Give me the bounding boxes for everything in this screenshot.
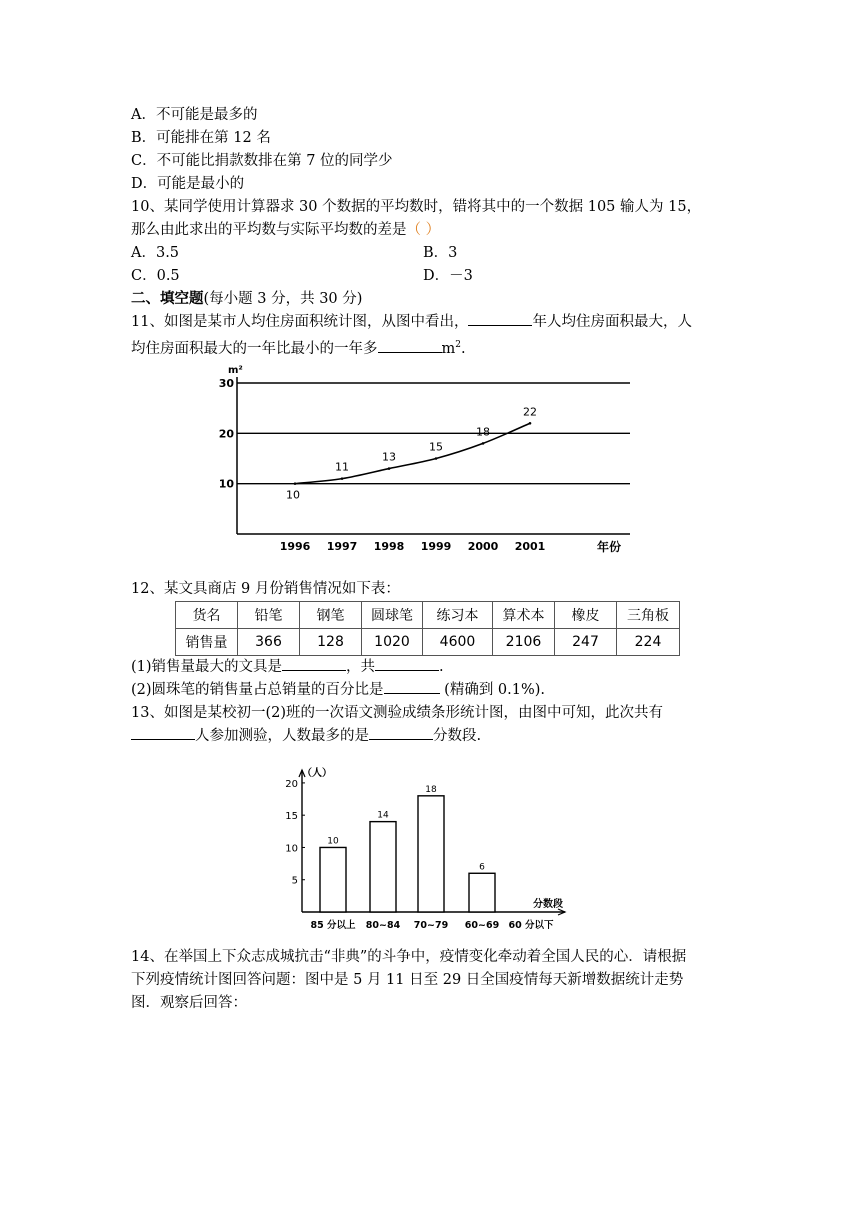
q11-text-c: 均住房面积最大的一年比最小的一年多 — [131, 340, 378, 357]
q12-sub1-b: ，共 — [346, 659, 376, 675]
q9-option-c: C．不可能比捐款数排在第 7 位的同学少 — [131, 153, 393, 169]
x-axis-label: 年份 — [597, 540, 622, 554]
q10-option-c: C．0.5 — [131, 268, 180, 284]
table-cell: 224 — [617, 629, 680, 656]
data-label: 18 — [476, 425, 490, 439]
q12-sub2-a: (2)圆珠笔的销售量占总销量的百分比是 — [131, 682, 384, 698]
q13-line1: 13、如图是某校初一(2)班的一次语文测验成绩条形统计图，由图中可知，此次共有 — [131, 705, 663, 721]
answer-blank — [378, 338, 442, 353]
q11-text-b: 年人均住房面积最大，人 — [532, 314, 692, 330]
data-point — [482, 442, 485, 445]
data-label: 11 — [335, 460, 349, 474]
x-tick-label: 2000 — [467, 540, 499, 553]
q11-line1 — [131, 311, 692, 333]
y-tick-label: 20 — [218, 427, 234, 441]
x-tick-label: 60~69 — [464, 920, 500, 931]
q12-sub2 — [131, 679, 545, 701]
sales-table — [175, 601, 680, 656]
answer-blank — [468, 311, 532, 326]
x-tick-label: 1999 — [420, 540, 452, 553]
bar — [320, 847, 346, 912]
q12-sub2-b: (精确到 0.1%). — [439, 682, 546, 698]
table-header-cell: 三角板 — [617, 602, 680, 629]
data-label: 15 — [429, 440, 443, 454]
answer-blank — [384, 679, 440, 694]
q14-line2: 下列疫情统计图回答问题：图中是 5 月 11 日至 29 日全国疫情每天新增数据统计走势 — [131, 972, 684, 988]
x-tick-label: 1996 — [279, 540, 311, 553]
table-header-cell: 橡皮 — [555, 602, 617, 629]
table-cell: 247 — [555, 629, 617, 656]
q10-line2 — [131, 219, 440, 241]
section-2-title: 二、填空题 — [131, 290, 204, 307]
table-cell: 4600 — [423, 629, 493, 656]
bar — [370, 822, 396, 912]
section-2-note: (每小题 3 分，共 30 分) — [203, 291, 363, 307]
x-tick-label: 1997 — [326, 540, 358, 553]
q11-text-a: 11、如图是某市人均住房面积统计图，从图中看出， — [131, 314, 469, 330]
x-tick-label: 1998 — [373, 540, 405, 553]
table-header-cell: 算术本 — [493, 602, 555, 629]
q12-intro: 12、某文具商店 9 月份销售情况如下表： — [131, 581, 400, 597]
q9-option-a: A．不可能是最多的 — [131, 107, 258, 123]
data-label: 10 — [286, 488, 300, 502]
y-tick-label: 10 — [285, 843, 298, 855]
q11-unit-sup: 2 — [455, 340, 461, 350]
y-axis-label: m² — [228, 365, 243, 376]
x-axis-label: 分数段 — [533, 899, 563, 910]
table-cell: 128 — [300, 629, 362, 656]
data-label: 22 — [523, 405, 537, 419]
bar-value-label: 6 — [479, 862, 485, 873]
table-cell: 366 — [238, 629, 300, 656]
section-2-header — [131, 288, 362, 310]
table-header-label: 货名 — [176, 602, 238, 629]
line-series — [295, 423, 530, 483]
data-point — [529, 422, 532, 425]
data-point — [341, 477, 344, 480]
answer-blank — [282, 656, 346, 671]
q14-line1: 14、在举国上下众志成城抗击“非典”的斗争中，疫情变化牵动着全国人民的心．请根据 — [131, 949, 687, 965]
q12-sub1-c: . — [439, 659, 444, 675]
answer-blank — [375, 656, 439, 671]
table-row — [176, 602, 680, 629]
data-point — [388, 467, 391, 470]
q11-period: . — [460, 340, 466, 357]
bar-value-label: 18 — [425, 784, 437, 795]
table-cell: 1020 — [362, 629, 423, 656]
q10-option-a: A．3.5 — [131, 245, 180, 261]
x-tick-label: 60 分以下 — [508, 920, 554, 931]
q12-sub1 — [131, 656, 444, 678]
answer-blank — [369, 725, 433, 740]
answer-blank — [131, 725, 195, 740]
q12-sub1-a: (1)销售量最大的文具是 — [131, 659, 283, 675]
y-axis-label: （人） — [302, 768, 332, 779]
table-header-cell: 圆球笔 — [362, 602, 423, 629]
q10-line1: 10、某同学使用计算器求 30 个数据的平均数时，错将其中的一个数据 105 输人为 15， — [131, 199, 702, 215]
x-tick-label: 2001 — [514, 540, 546, 553]
table-header-cell: 钢笔 — [300, 602, 362, 629]
score-bar-chart — [280, 762, 580, 937]
y-tick-label: 10 — [218, 477, 234, 491]
bar-value-label: 10 — [327, 836, 339, 847]
housing-area-line-chart — [215, 362, 645, 562]
table-header-cell: 练习本 — [423, 602, 493, 629]
x-tick-label: 80~84 — [365, 920, 401, 931]
q10-text: 那么由此求出的平均数与实际平均数的差是 — [131, 222, 407, 238]
q14-line3: 图．观察后回答： — [131, 995, 247, 1011]
q10-option-d: D．－3 — [423, 268, 473, 284]
y-tick-label: 20 — [285, 778, 298, 790]
y-tick-label: 30 — [218, 377, 234, 390]
y-tick-label: 5 — [291, 875, 298, 887]
table-row-label: 销售量 — [176, 629, 238, 656]
q9-option-b: B．可能排在第 12 名 — [131, 130, 271, 146]
q11-line2 — [131, 334, 466, 360]
q9-option-d: D．可能是最小的 — [131, 176, 245, 192]
table-header-cell: 铅笔 — [238, 602, 300, 629]
table-cell: 2106 — [493, 629, 555, 656]
q13-text-b: 分数段. — [433, 728, 482, 744]
q11-unit: m — [441, 340, 456, 357]
y-tick-label: 15 — [285, 811, 298, 823]
data-point — [294, 482, 297, 485]
data-point — [435, 457, 438, 460]
answer-parentheses: （ ） — [406, 222, 441, 238]
bar — [418, 796, 444, 912]
x-tick-label: 70~79 — [413, 920, 449, 931]
x-tick-label: 85 分以上 — [310, 920, 356, 931]
bar — [469, 873, 495, 912]
q13-line2 — [131, 725, 481, 747]
table-row — [176, 629, 680, 656]
q10-option-b: B．3 — [423, 245, 458, 261]
data-label: 13 — [382, 450, 396, 464]
bar-value-label: 14 — [377, 810, 389, 821]
q13-text-a: 人参加测验，人数最多的是 — [195, 728, 369, 744]
